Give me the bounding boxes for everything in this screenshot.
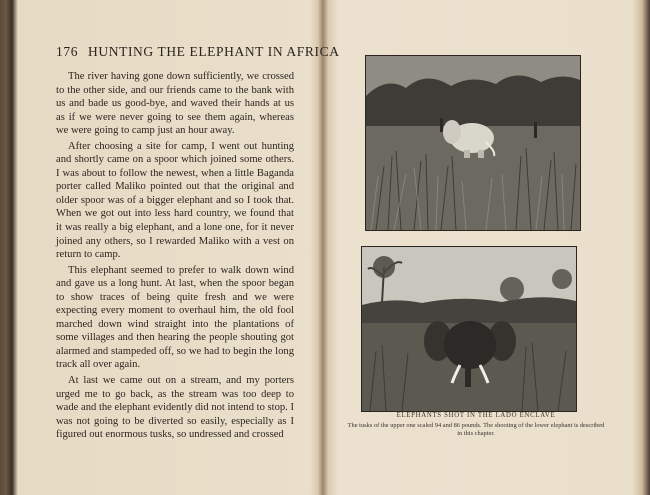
plate-caption: [346, 412, 606, 438]
photo-elephant-lower: [361, 246, 577, 412]
running-head: [56, 44, 340, 60]
left-page: [16, 8, 340, 485]
paragraph-long-hunt: This elephant seemed to prefer to walk down wind and gave us a long hunt. At last, when the spoor began to show traces of being quite fresh and we were expecting every moment to overhaul him, the old fool marched down wind straight into the plantations of some villages and then hearing the people shouting got alarmed and stampeded off, so we had to begin the long track all over again.: [56, 264, 294, 371]
photo-elephant-in-grass: [365, 55, 581, 231]
paragraph-river-crossing: The river having gone down sufficiently, we crossed to the other side, and our friends came to the bank with us and bade us good-bye, and waved their hands at us as if we were never going to see them again, whereas we were going to camp just an hour away.: [56, 71, 294, 137]
plate-caption-title: ELEPHANTS SHOT IN THE LADO ENCLAVE: [396, 412, 556, 419]
paragraph-stream: At last we came out on a stream, and my porters urged me to go back, as the stream was too deep to wade and the elephant evidently did not intend to stop. I was not going to be diverted so easily, especially as I figured out enormous tusks, so undressed and crossed: [56, 375, 295, 441]
paragraph-spoor: After choosing a site for camp, I went out hunting and shortly came on a spoor which joined some others. I was about to follow the newest, when a little Baganda porter called Maliko pointed out that the original and older spoor was of a bigger elephant and so I took that. When we got out into less hard country, we found that it was really a big elephant, and a lone one, for it never joined any others, so I rewarded Maliko with a vest on return to camp.: [56, 140, 294, 261]
photo-elephant-lower-image: [362, 247, 576, 411]
page-number: 176: [56, 44, 79, 59]
running-head-title: HUNTING THE ELEPHANT IN AFRICA: [88, 44, 340, 59]
photo-elephant-in-grass-image: [366, 56, 580, 230]
plate-caption-note: The tusks of the upper one scaled 94 and 86 pounds. The shooting of the lower elephant is described in this chapter.: [347, 422, 605, 438]
right-page: [330, 8, 632, 485]
